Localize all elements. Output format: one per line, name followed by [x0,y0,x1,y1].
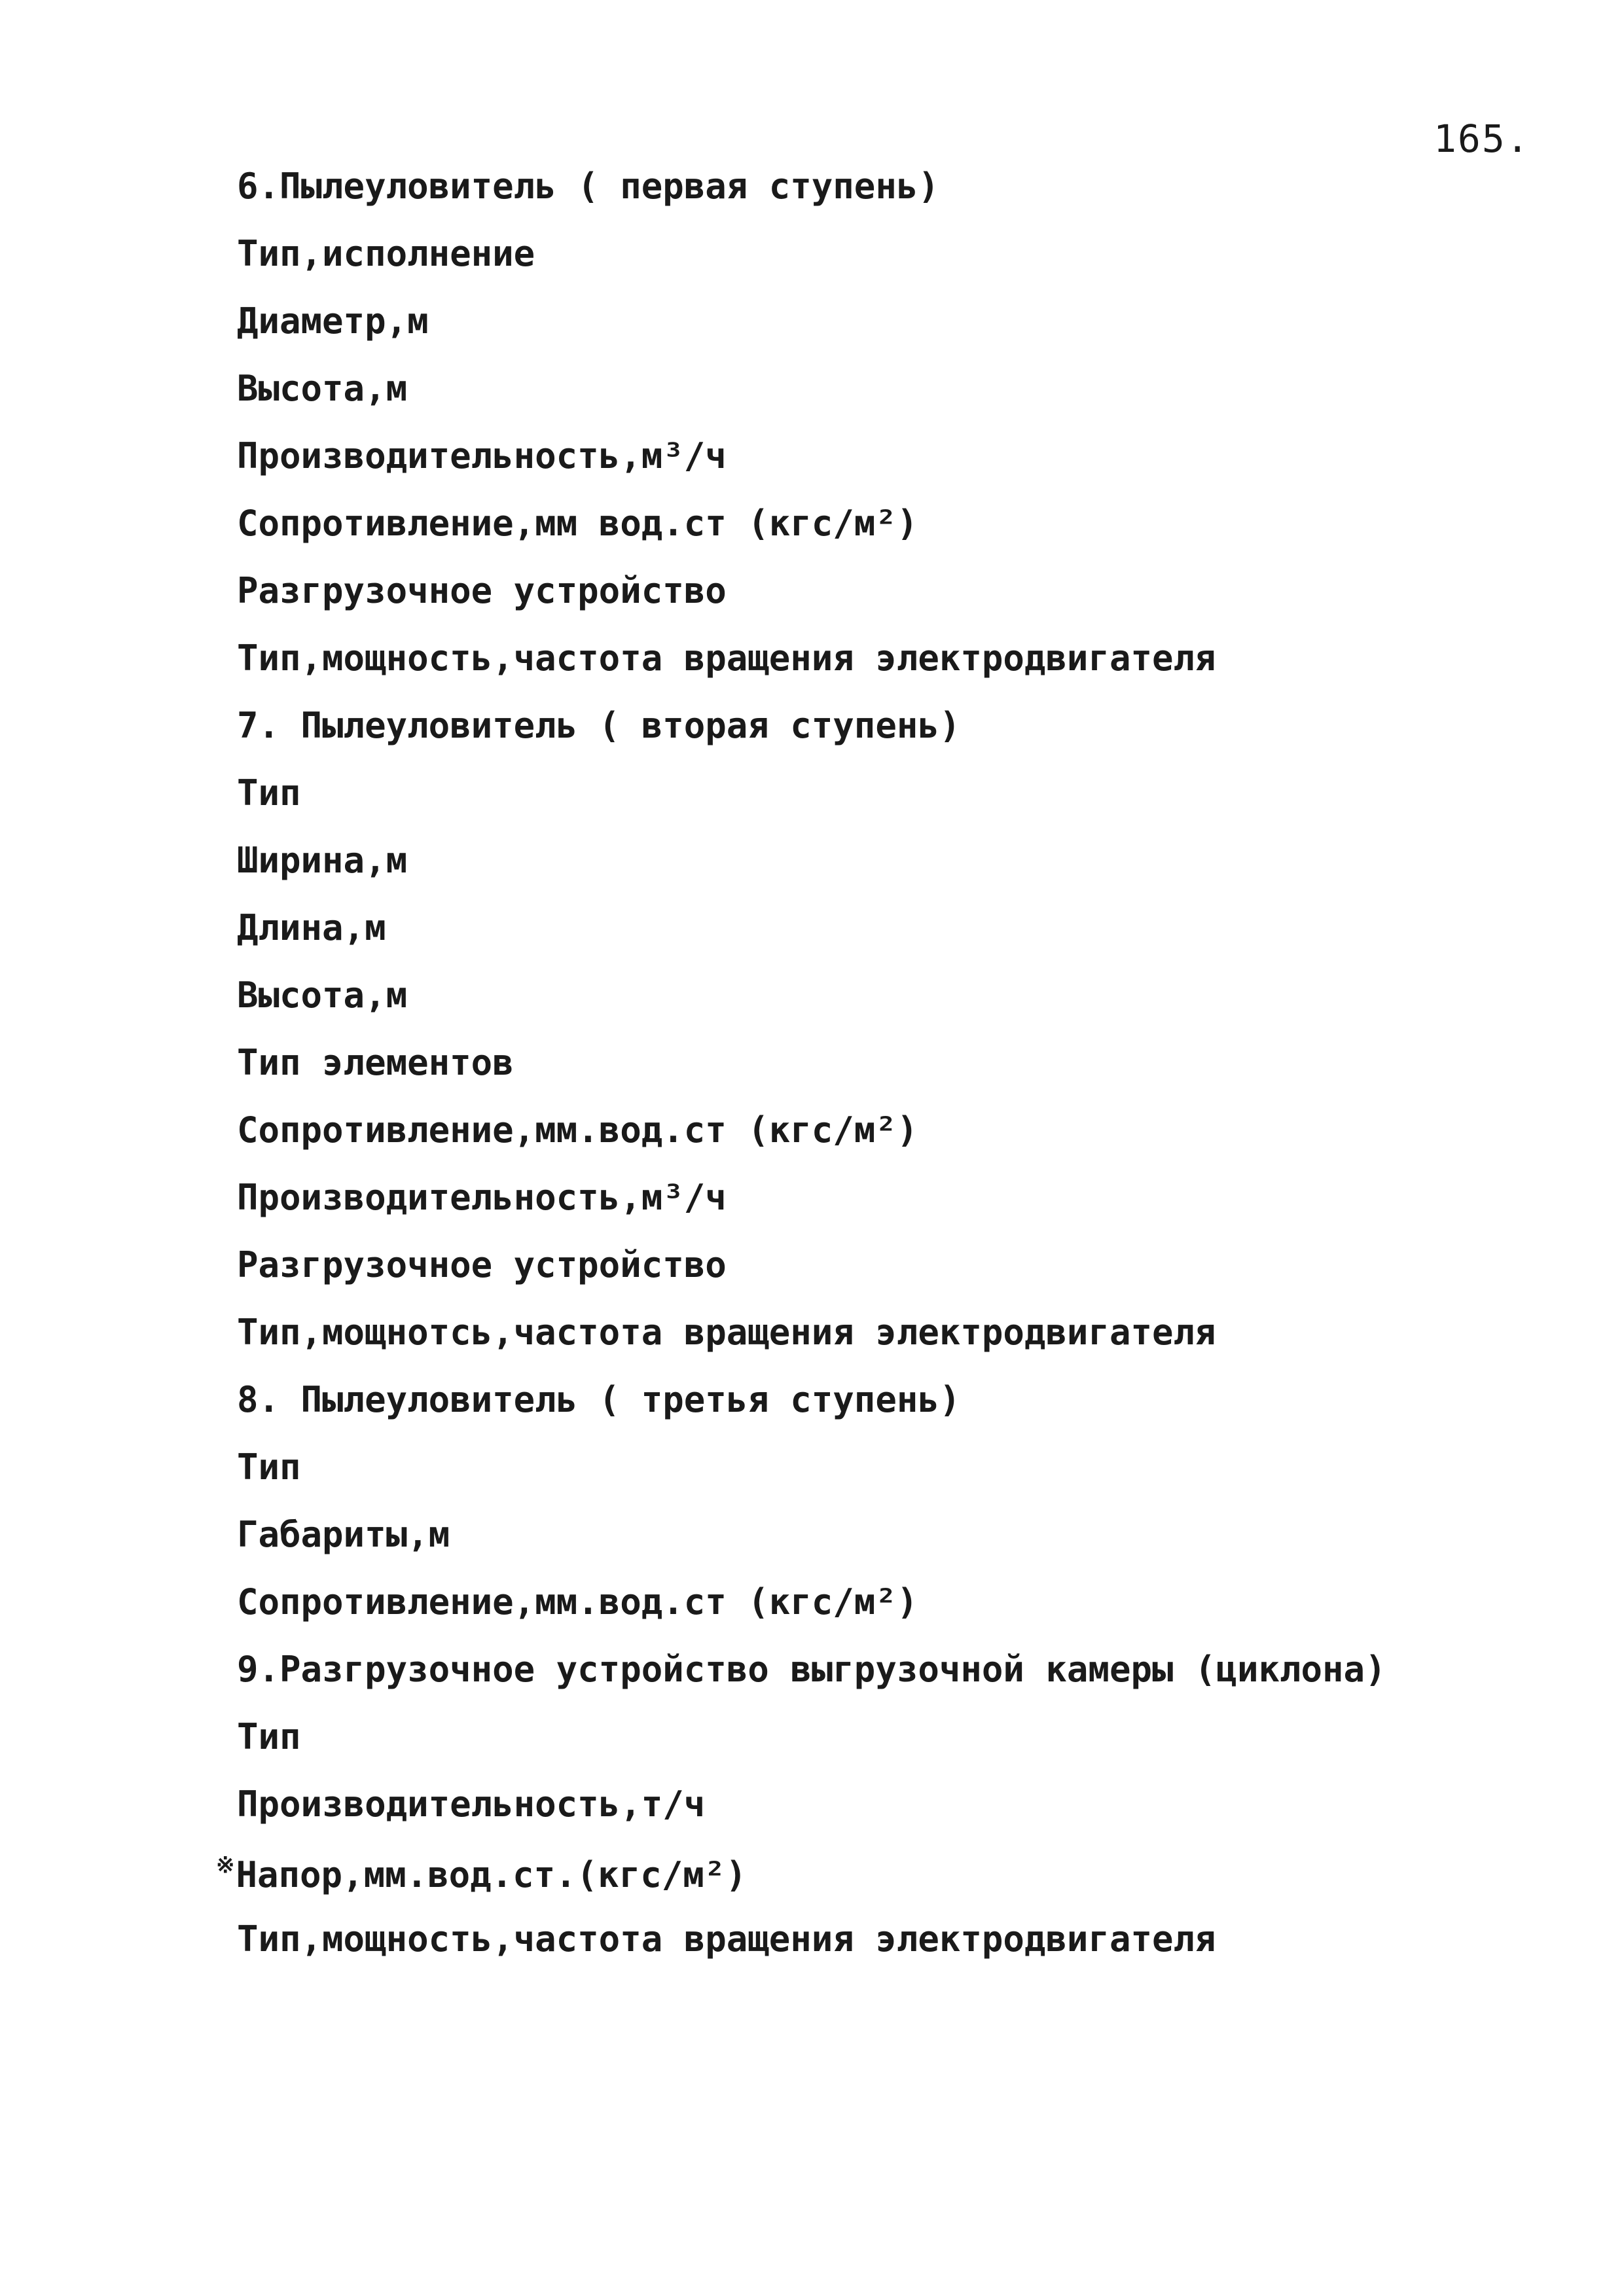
text-line: Сопротивление,мм.вод.ст (кгс/м²) [237,1109,918,1151]
text-line: Производительность,м³/ч [237,435,727,476]
heading-dust-collector-stage-1: 6.Пылеуловитель ( первая ступень) [237,166,939,207]
footnote-mark: ※ [216,1852,235,1878]
text-line: Напор,мм.вод.ст.(кгс/м²) [236,1854,747,1895]
heading-unloading-device: 9.Разгрузочное устройство выгрузочной камеры (циклона) [237,1649,1386,1690]
text-line: Длина,м [237,907,386,948]
text-line: Тип [237,1716,301,1757]
text-line: Ширина,м [237,840,408,881]
text-line: Тип,мощность,частота вращения электродвигателя [237,637,1216,679]
text-line: Разгрузочное устройство [237,1244,727,1285]
heading-dust-collector-stage-2: 7. Пылеуловитель ( вторая ступень) [237,705,961,746]
page-number: 165. [1434,117,1530,161]
text-line: Сопротивление,мм.вод.ст (кгс/м²) [237,1581,918,1623]
text-line: Высота,м [237,368,408,409]
text-line: Диаметр,м [237,300,429,342]
text-line: Высота,м [237,975,408,1016]
text-line: Габариты,м [237,1514,450,1555]
text-line: Тип,исполнение [237,233,535,274]
text-line: Тип,мощнотсь,частота вращения электродвигателя [237,1312,1216,1353]
text-line: Тип [237,772,301,814]
text-line-marked [216,1854,747,1893]
heading-dust-collector-stage-3: 8. Пылеуловитель ( третья ступень) [237,1379,961,1420]
text-line: Сопротивление,мм вод.ст (кгс/м²) [237,503,918,544]
text-line: Тип,мощность,частота вращения электродвигателя [237,1918,1216,1960]
text-line: Производительность,т/ч [237,1784,706,1825]
text-line: Производительность,м³/ч [237,1177,727,1218]
text-line: Тип элементов [237,1042,514,1083]
text-line: Разгрузочное устройство [237,570,727,611]
text-line: Тип [237,1446,301,1488]
